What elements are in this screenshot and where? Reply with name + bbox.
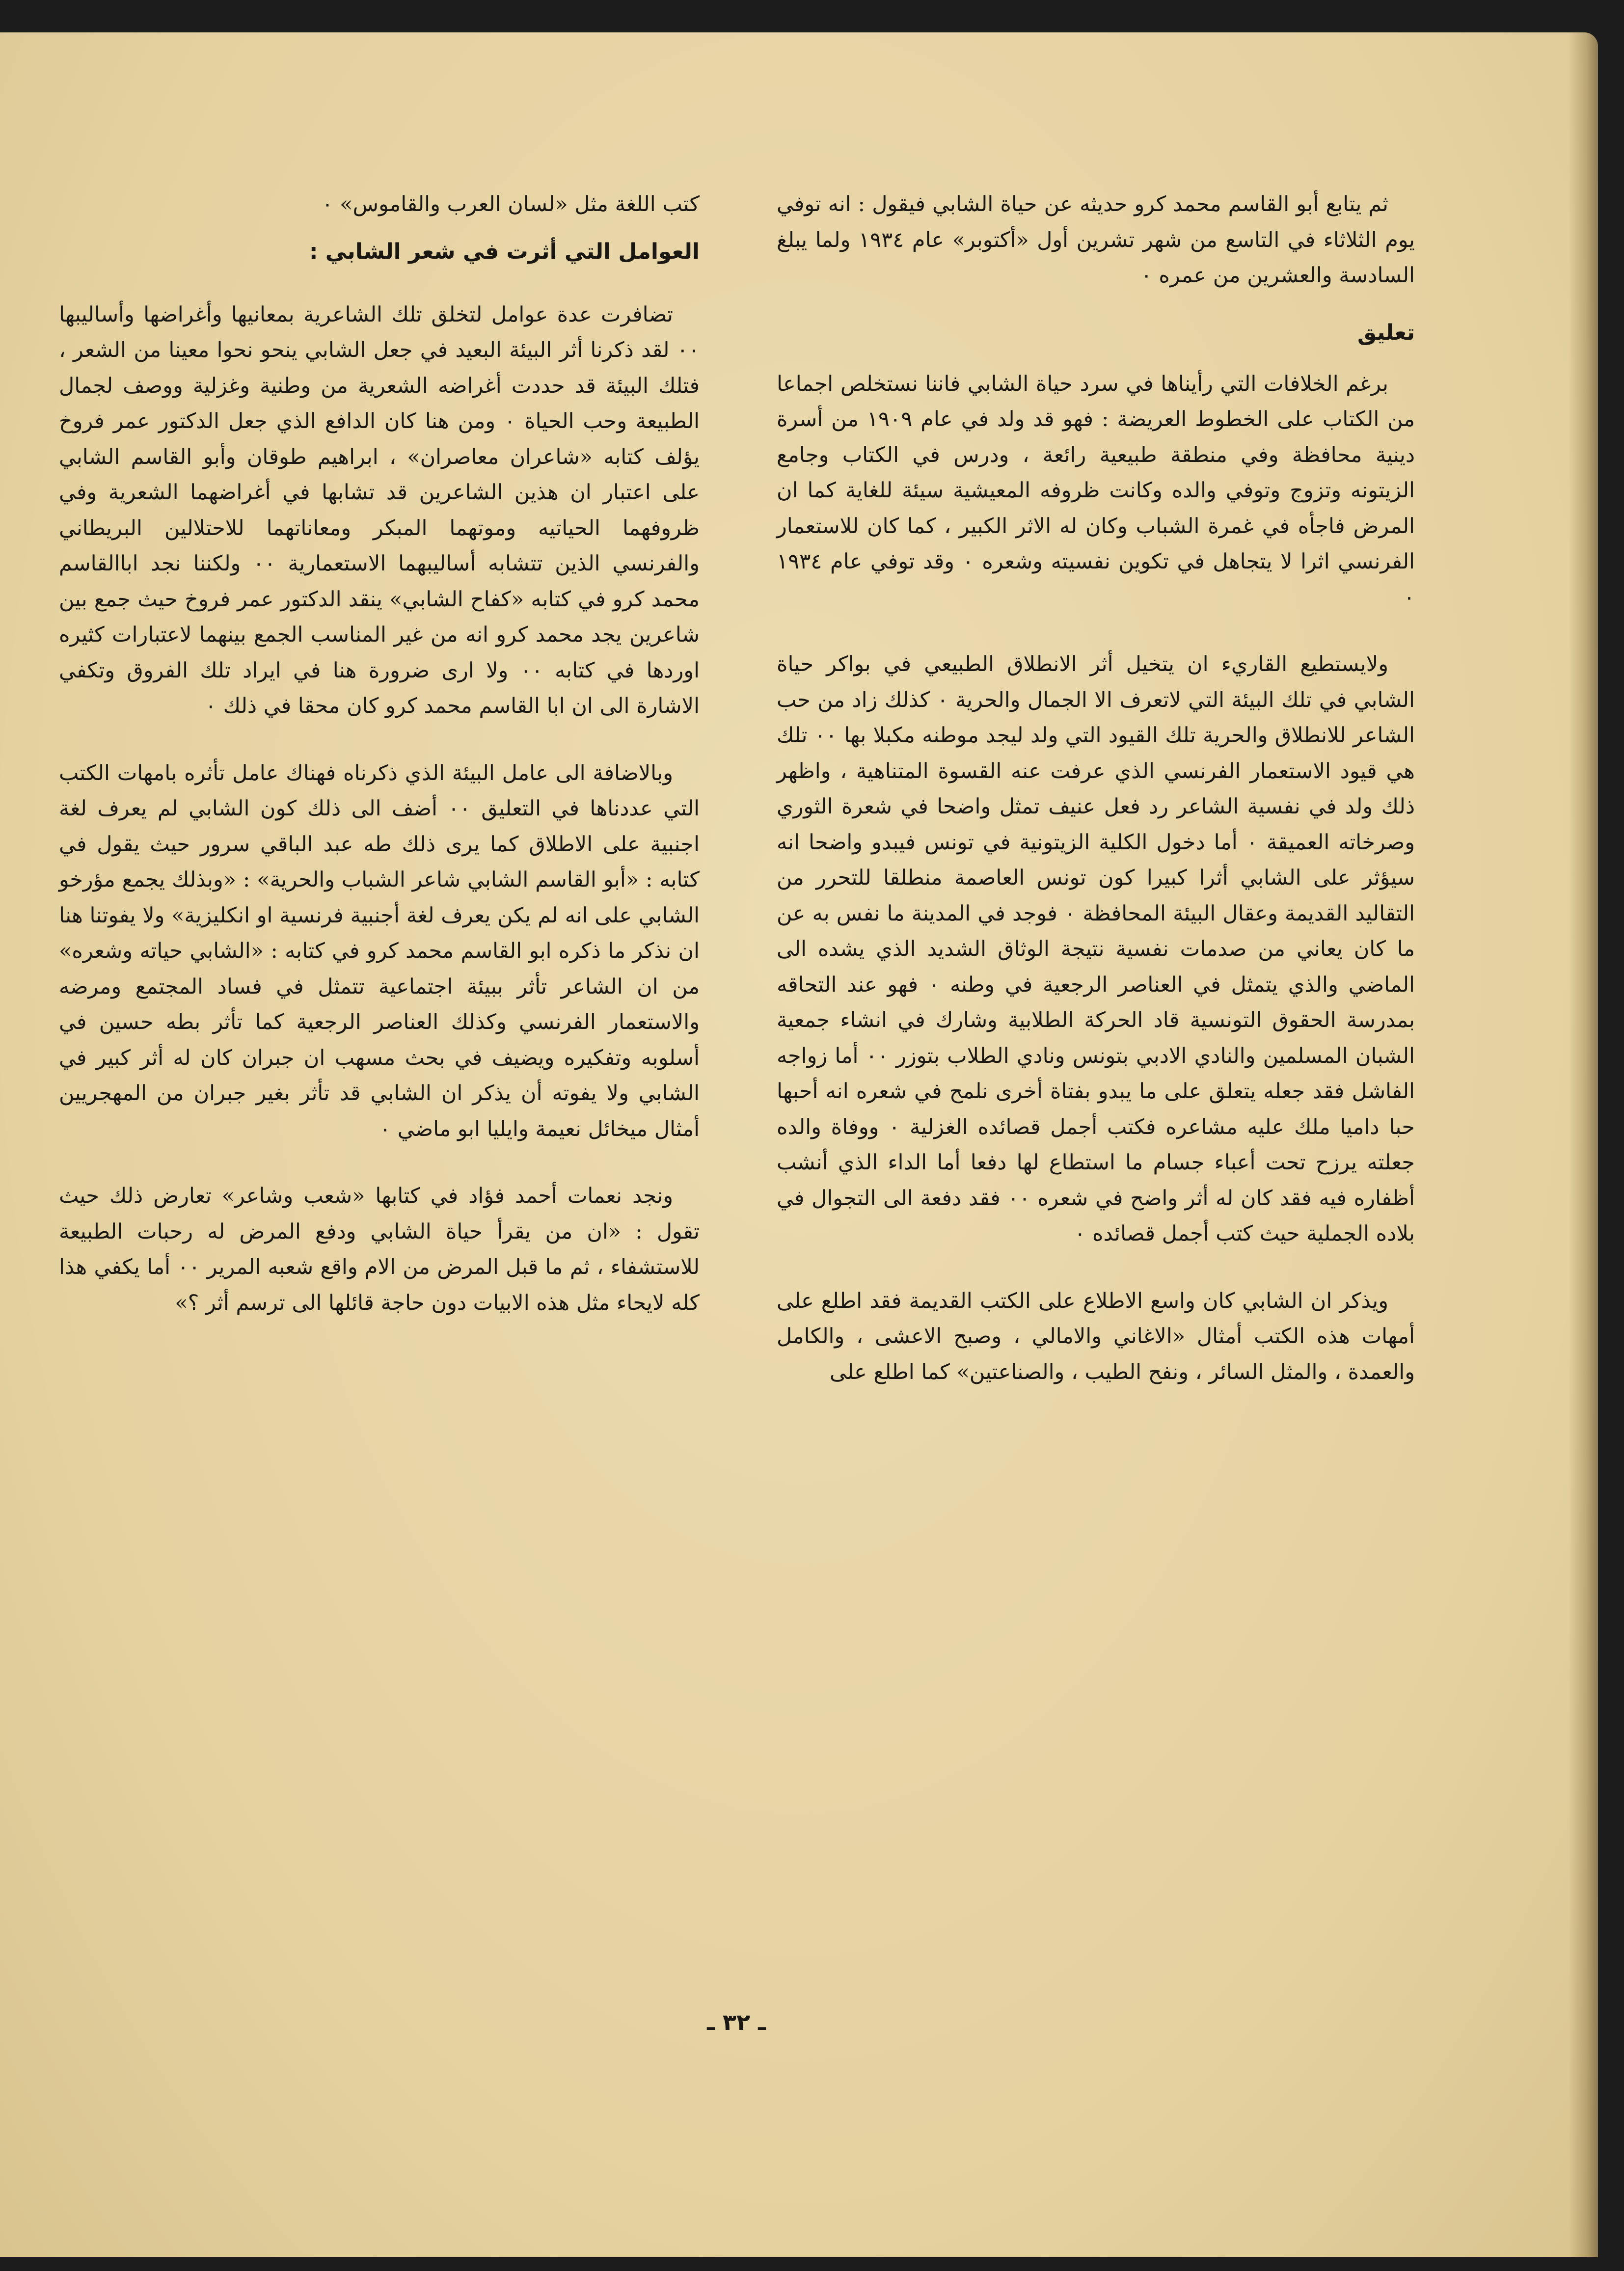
page-edge-shadow <box>1569 32 1598 2257</box>
paragraph-consensus: برغم الخلافات التي رأيناها في سرد حياة الشابي فاننا نستخلص اجماعا من الكتاب على الخطوط العريضة : فهو قد ولد في عام ١٩٠٩ من أسرة دينية محافظة وفي منطقة طبيعية رائعة ، ودرس في الكتاب وجامع الزيتونه وتزوج وتوفي والده وكانت ظروفه المعيشية سيئة للغاية كما ان المرض فاجأه في غمرة الشباب وكان له الاثر الكبير ، كما كان للاستعمار الفرنسي اثرا لا يتجاهل في تكوين نفسيته وشعره ٠ وقد توفي عام ١٩٣٤ ٠ <box>777 371 1415 610</box>
left-column <box>59 187 700 1321</box>
right-column <box>777 187 1415 1390</box>
heading-influences: العوامل التي أثرت في شعر الشابي : <box>309 239 700 264</box>
paragraph-books-influence: وبالاضافة الى عامل البيئة الذي ذكرناه فهناك عامل تأثره بامهات الكتب التي عددناها في التعليق ٠٠ أضف الى ذلك كون الشابي لم يعرف لغة اجنبية على الاطلاق كما يرى ذلك طه عبد الباقي سرور حيث يقول في كتابه : «أبو القاسم الشابي شاعر الشباب والحرية» : «وبذلك يجمع مؤرخو الشابي على انه لم يكن يعرف لغة أجنبية فرنسية او انكليزية» ولا يفوتنا هنا ان نذكر ما ذكره ابو القاسم محمد كرو في كتابه : «الشابي حياته وشعره» من ان الشاعر تأثر ببيئة اجتماعية تتمثل في فساد المجتمع ومرضه والاستعمار الفرنسي وكذلك العناصر الرجعية كما تأثر بطه حسين في أسلوبه وتفكيره ويضيف في بحث مسهب ان جبران كان له أثر كبير في الشابي ولا يفوته أن يذكر ان الشابي قد تأثر بغير جبران من المهجريين أمثال ميخائل نعيمة وايليا ابو ماضي ٠ <box>59 760 700 1141</box>
paragraph-opposing-view: ونجد نعمات أحمد فؤاد في كتابها «شعب وشاعر» تعارض ذلك حيث تقول : «ان من يقرأ حياة الشابي ودفع المرض له رحبات الطبيعة للاستشفاء ، ثم ما قبل المرض من الام واقع شعبه المرير ٠٠ أما يكفي هذا كله لايحاء مثل هذه الابيات دون حاجة قائلها الى ترسم أثر ؟» <box>59 1184 700 1315</box>
paragraph-environment: ولايستطيع القاريء ان يتخيل أثر الانطلاق الطبيعي في بواكر حياة الشابي في تلك البيئة التي لاتعرف الا الجمال والحرية ٠ كذلك زاد من حب الشاعر للانطلاق والحرية تلك القيود التي ولد ليجد موطنه مكبلا بها ٠٠ تلك هي قيود الاستعمار الفرنسي الذي عرفت عنه القسوة المتناهية ، واظهر ذلك ولد في نفسية الشاعر رد فعل عنيف تمثل واضحا في شعرة الثوري وصرخاته العميقة ٠ أما دخول الكلية الزيتونية في تونس فيبدو واضحا انه سيؤثر على الشابي أثرا كبيرا كون تونس العاصمة منطلقا للتحرر من التقاليد القديمة وعقال البيئة المحافظة ٠ فوجد في المدينة ما نفس به عن ما كان يعاني من صدمات نفسية نتيجة الوثاق الشديد الذي يشده الى الماضي والذي يتمثل في العناصر الرجعية في وطنه ٠ فهو عند التحاقه بمدرسة الحقوق التونسية قاد الحركة الطلابية وشارك في انشاء جمعية الشبان المسلمين والنادي الادبي بتونس ونادي الطلاب بتوزر ٠٠ أما زواجه الفاشل فقد جعله يتعلق على ما يبدو بفتاة أخرى نلمح في شعره انه أحبها حبا داميا ملك عليه مشاعره فكتب أجمل قصائده الغزلية ٠ ووفاة والده جعلته يرزح تحت أعباء جسام ما استطاع لها دفعا أما الداء الذي أنشب أظفاره فيه فقد كان له أثر واضح في شعره ٠٠ فقد دفعة الى التجوال في بلاده الجملية حيث كتب أجمل قصائده ٠ <box>777 652 1415 1246</box>
paragraph-factors: تضافرت عدة عوامل لتخلق تلك الشاعرية بمعانيها وأغراضها وأساليبها ٠٠ لقد ذكرنا أثر البيئة البعيد في جعل الشابي ينحو نحوا معينا من الشعر ، فتلك البيئة قد حددت أغراضه الشعرية من وطنية وغزلية ووصف لجمال الطبيعة وحب الحياة ٠ ومن هنا كان الدافع الذي جعل الدكتور عمر فروخ يؤلف كتابه «شاعران معاصران» ، ابراهيم طوقان وأبو القاسم الشابي على اعتبار ان هذين الشاعرين قد تشابها في أغراضهما الشعرية وفي ظروفهما الحياتيه وموتهما المبكر ومعاناتهما للاحتلالين البريطاني والفرنسي الذين تتشابه أساليبهما الاستعمارية ٠٠ ولكننا نجد اباالقاسم محمد كرو في كتابه «كفاح الشابي» ينقد الدكتور عمر فروخ حيث جمع بين شاعرين يجد محمد كرو انه من غير المناسب الجمع بينهما لاعتبارات كثيره اوردها في كتابه ٠٠ ولا ارى ضرورة هنا في ايراد تلك الفروق وتكفي الاشارة الى ان ابا القاسم محمد كرو كان محقا في ذلك ٠ <box>59 302 700 718</box>
paragraph-death-date: ثم يتابع أبو القاسم محمد كرو حديثه عن حياة الشابي فيقول : انه توفي يوم الثلاثاء في التاسع من شهر تشرين أول «أكتوبر» عام ١٩٣٤ ولما يبلغ السادسة والعشرين من عمره ٠ <box>777 192 1415 288</box>
page-number: ـ ٣٢ ـ <box>707 2009 766 2035</box>
paragraph-continuation: كتب اللغة مثل «لسان العرب والقاموس» ٠ <box>322 192 700 216</box>
paragraph-reading: ويذكر ان الشابي كان واسع الاطلاع على الكتب القديمة فقد اطلع على أمهات هذه الكتب أمثال «الاغاني والامالي ، وصبح الاعشى ، والكامل والعمدة ، والمثل السائر ، ونفح الطيب ، والصناعتين» كما اطلع على <box>777 1288 1415 1384</box>
heading-commentary: تعليق <box>1357 320 1415 345</box>
